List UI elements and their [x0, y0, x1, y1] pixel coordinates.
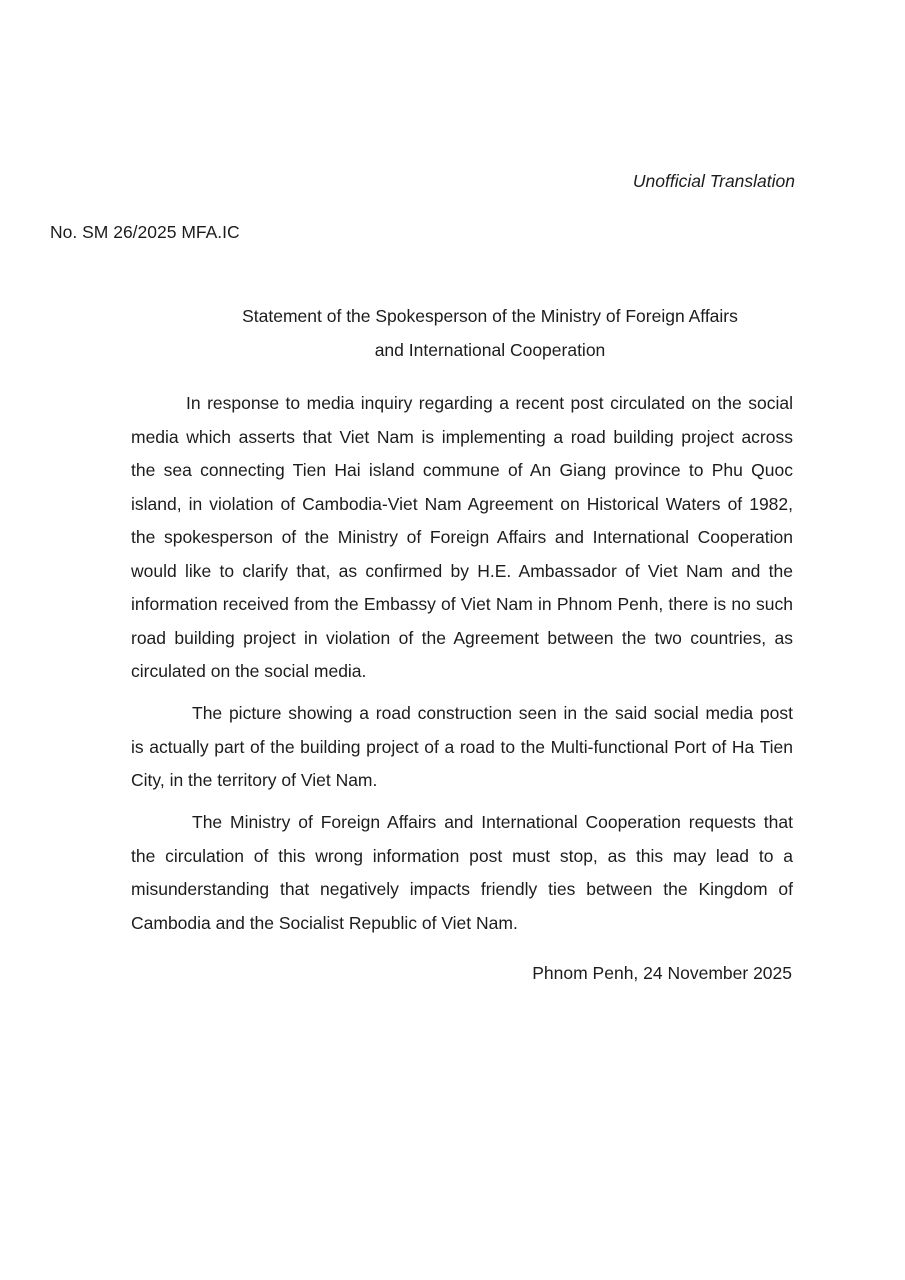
paragraph-1-line: media which asserts that Viet Nam is implementing a road building project across: [131, 426, 793, 447]
translation-note: Unofficial Translation: [632, 171, 795, 191]
paragraph-1-line: the sea connecting Tien Hai island commune of An Giang province to Phu Quoc: [131, 460, 793, 480]
statement-title-line2: and International Cooperation: [374, 340, 606, 360]
paragraph-2-line: City, in the territory of Viet Nam.: [131, 770, 378, 790]
place-and-date: Phnom Penh, 24 November 2025: [532, 963, 792, 983]
paragraph-1-line: would like to clarify that, as confirmed by H.E. Ambassador of Viet Nam and the: [131, 560, 793, 581]
paragraph-3-line: misunderstanding that negatively impacts friendly ties between the Kingdom of: [131, 879, 793, 899]
paragraph-2-line: The picture showing a road construction seen in the said social media post: [192, 703, 793, 723]
paragraph-3-line: the circulation of this wrong information post must stop, as this may lead to a: [131, 845, 793, 866]
paragraph-2-line: is actually part of the building project of a road to the Multi-functional Port of Ha Tien: [131, 736, 793, 757]
paragraph-3-line: Cambodia and the Socialist Republic of Viet Nam.: [131, 912, 518, 933]
paragraph-1-line: In response to media inquiry regarding a recent post circulated on the social: [186, 393, 793, 413]
reference-number: No. SM 26/2025 MFA.IC: [50, 222, 240, 242]
paragraph-1-line: information received from the Embassy of Viet Nam in Phnom Penh, there is no such: [131, 594, 793, 614]
paragraph-1-line: circulated on the social media.: [131, 661, 367, 681]
paragraph-1-line: road building project in violation of the Agreement between the two countries, as: [131, 627, 793, 648]
paragraph-1-line: island, in violation of Cambodia-Viet Nam Agreement on Historical Waters of 1982,: [131, 493, 793, 514]
paragraph-3-line: The Ministry of Foreign Affairs and International Cooperation requests that: [192, 812, 793, 832]
statement-title-line1: Statement of the Spokesperson of the Ministry of Foreign Affairs: [242, 306, 738, 326]
paragraph-1-line: the spokesperson of the Ministry of Foreign Affairs and International Cooperation: [131, 527, 793, 547]
